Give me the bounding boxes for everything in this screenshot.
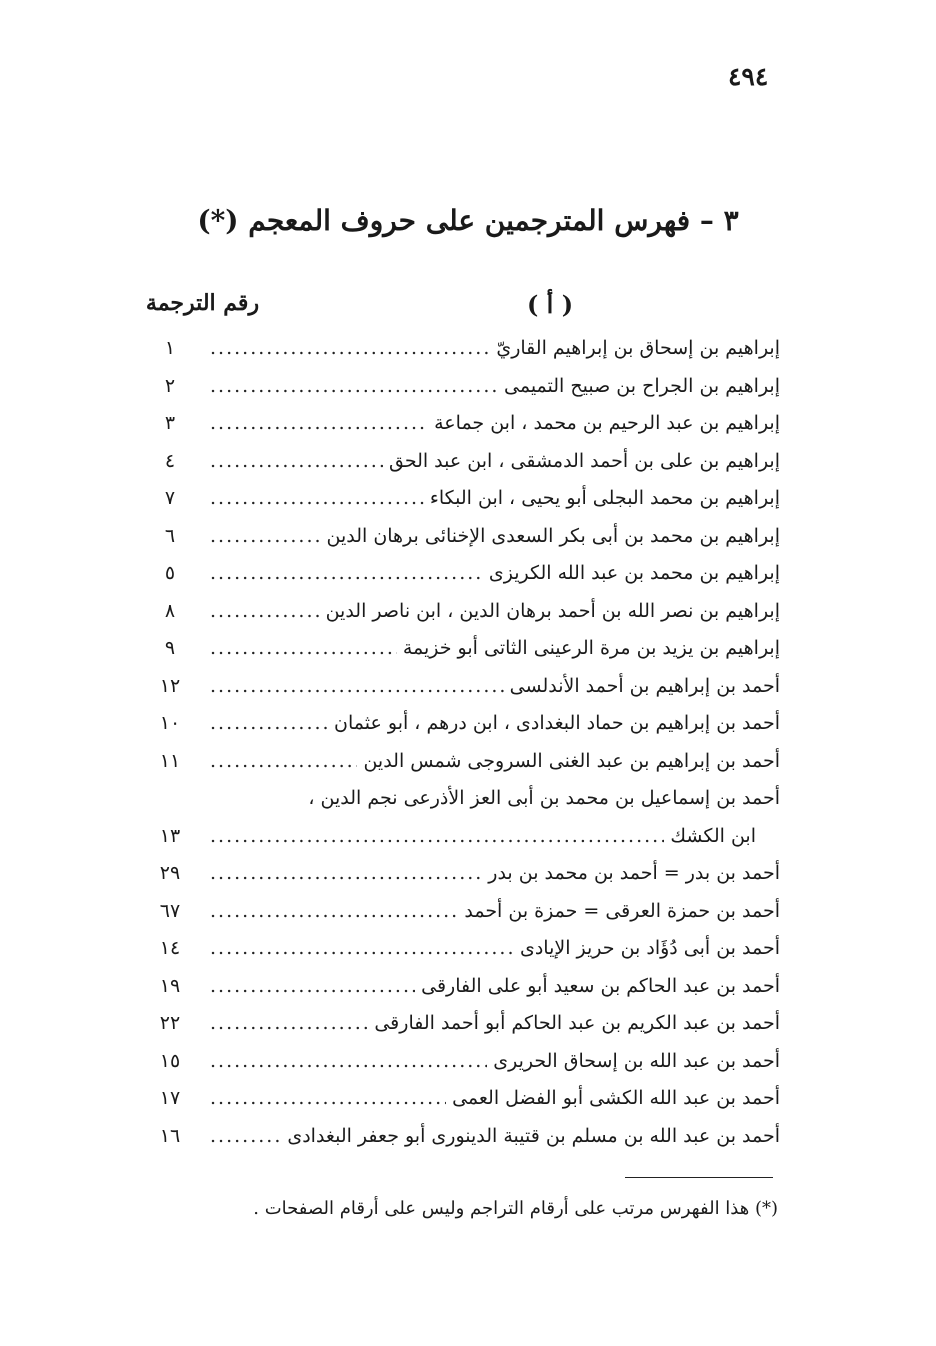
dot-leader [210,480,424,518]
footnote: (*) هذا الفهرس مرتب على أرقام التراجم وليس على أرقام الصفحات . [253,1198,778,1219]
index-entry [140,593,780,631]
entry-name: أحمد بن عبد الحاكم بن سعيد أبو على الفارقى [421,974,780,997]
index-entry [140,518,780,556]
dot-leader [210,818,664,856]
entry-name: أحمد بن أبى دُؤَاد بن حريز الإيادى [519,937,780,959]
index-entry [140,405,780,443]
entry-name: أحمد بن عبد الله الكشى أبو الفضل العمى [452,1087,780,1109]
entry-number: ١٥ [159,1049,181,1072]
index-entry [140,968,780,1006]
dot-leader [210,405,428,443]
dot-leader [210,668,504,706]
entry-name: أحمد بن إسماعيل بن محمد بن أبى العز الأذرعى نجم الدين ، [308,787,780,809]
entry-name: إبراهيم بن محمد بن أبى بكر السعدى الإخنائى برهان الدين [326,524,780,547]
index-entry [140,555,780,593]
entry-number: ١٤ [159,937,181,959]
entry-number: ١٠ [159,712,181,734]
entry-number: ٢٩ [159,862,181,884]
entry-name: أحمد بن إبراهيم بن عبد الغنى السروجى شمس الدين [363,749,780,772]
entry-name: إبراهيم بن محمد بن عبد الله الكريزى [488,562,780,584]
entry-name: أحمد بن بدر = أحمد بن محمد بن بدر [488,862,780,884]
index-entry [140,1043,780,1081]
index-entry [140,668,780,706]
index-entry [140,1080,780,1118]
index-entry [140,330,780,368]
entry-name: إبراهيم بن يزيد بن مرة الرعينى الثاتى أبو خزيمة [402,637,780,659]
entry-name: أحمد بن عبد الله بن إسحاق الحريرى [493,1049,780,1072]
dot-leader [210,855,482,893]
page-title: ٣ – فهرس المترجمين على حروف المعجم (*) [197,204,739,237]
entry-number: ١٣ [159,824,181,847]
footnote-rule [625,1177,773,1178]
entry-name: إبراهيم بن عبد الرحيم بن محمد ، ابن جماعة [434,412,780,434]
dot-leader [210,893,458,931]
index-entry [140,818,780,856]
entry-name: أحمد بن عبد الكريم بن عبد الحاكم أبو أحمد الفارقى [374,1012,780,1034]
index-entry [140,743,780,781]
dot-leader [210,1005,368,1043]
entry-number: ٦٧ [159,899,181,922]
entry-name: إبراهيم بن نصر الله بن أحمد برهان الدين ، ابن ناصر الدين [325,599,780,622]
dot-leader [210,1080,446,1118]
entry-number: ١٢ [159,674,181,697]
index-entry [140,480,780,518]
entry-name: ابن الكشك [670,824,756,847]
entry-number: ٨ [164,599,176,622]
entry-name: إبراهيم بن على بن أحمد الدمشقى ، ابن عبد الحق [388,449,780,472]
entry-name: إبراهيم بن محمد البجلى أبو يحيى ، ابن البكاء [429,487,780,509]
dot-leader [210,593,320,631]
dot-leader [210,630,397,668]
dot-leader [210,368,498,406]
entry-number: ٣ [164,412,176,434]
index-entry [140,368,780,406]
entry-number: ٢٢ [159,1012,181,1034]
entry-number: ١ [164,337,176,359]
dot-leader [210,443,383,481]
entry-number: ١٧ [159,1087,181,1109]
entry-number: ١١ [159,749,181,772]
dot-leader [210,518,320,556]
dot-leader [210,1118,281,1156]
entry-number: ٦ [164,524,176,547]
entry-name: أحمد بن عبد الله بن مسلم بن قتيبة الدينورى أبو جعفر البغدادى [287,1124,780,1147]
index-entry [140,780,780,818]
entry-number: ٤ [164,449,176,472]
index-entry [140,893,780,931]
dot-leader [210,968,415,1006]
entry-name: أحمد بن حمزة العرقى = حمزة بن أحمد [464,899,780,922]
dot-leader [210,330,490,368]
entry-number: ٩ [164,637,176,659]
entry-name: أحمد بن إبراهيم بن أحمد الأندلسى [509,674,780,697]
entry-number: ١٦ [159,1124,181,1147]
index-list [140,330,780,1155]
letter-heading: ( أ ) [526,290,574,319]
entry-number: ١٩ [159,974,181,997]
entry-name: إبراهيم بن إسحاق بن إبراهيم القاريّ [496,337,780,359]
index-entry [140,855,780,893]
dot-leader [210,705,328,743]
dot-leader [210,930,514,968]
index-entry [140,1005,780,1043]
index-entry [140,630,780,668]
index-entry [140,705,780,743]
entry-number: ٥ [164,562,176,584]
index-entry [140,1118,780,1156]
dot-leader [210,743,357,781]
index-entry [140,443,780,481]
entry-number: ٧ [164,487,176,509]
entry-name: أحمد بن إبراهيم بن حماد البغدادى ، ابن درهم ، أبو عثمان [334,712,780,734]
index-entry [140,930,780,968]
entry-name: إبراهيم بن الجراح بن صبيح التميمى [504,374,780,397]
entry-number: ٢ [164,374,176,397]
column-header-entry-number: رقم الترجمة [145,290,260,316]
dot-leader [210,1043,487,1081]
dot-leader [210,555,483,593]
page-number: ٤٩٤ [728,62,769,91]
